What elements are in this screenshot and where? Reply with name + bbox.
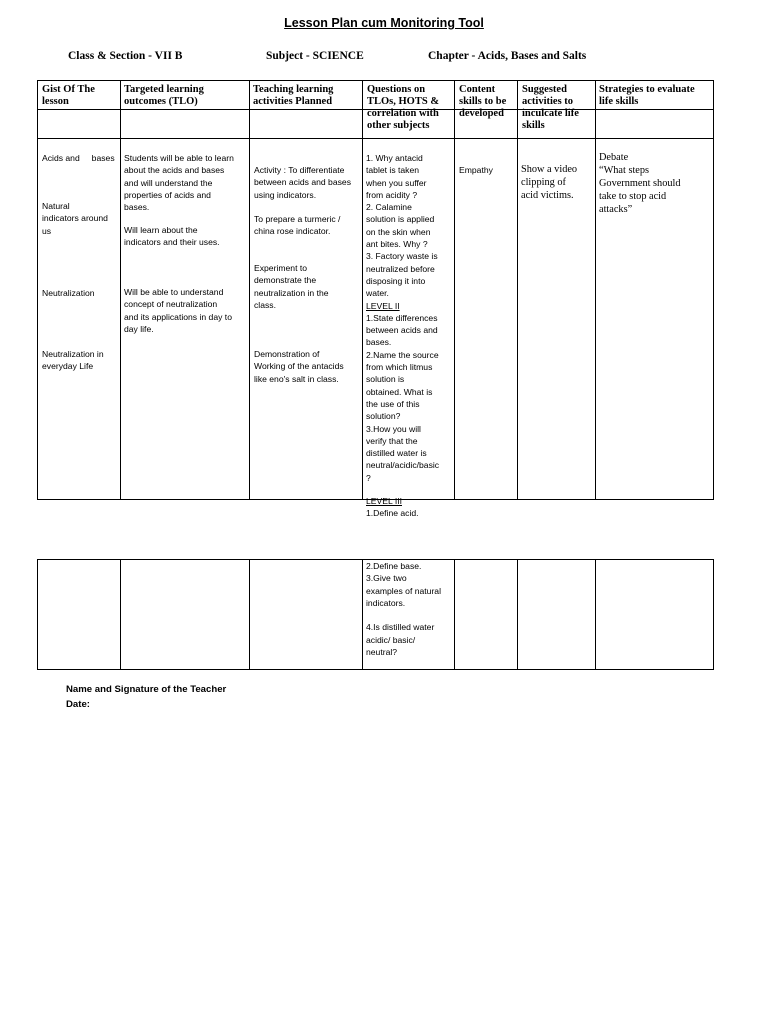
gist-natural-indicators: Natural indicators around us — [42, 201, 108, 236]
header-tlo: Targeted learning outcomes (TLO) — [124, 84, 204, 107]
questions-level-1: 1. Why antacid tablet is taken when you suffer from acidity ? 2. Calamine solution is applied on the skin when ant bites. Why ? 3. Factory waste is neutralized before disposing it into water. — [366, 153, 438, 299]
header-strategies: Strategies to evaluate life skills — [599, 84, 695, 107]
teacher-signature-label: Name and Signature of the Teacher — [66, 684, 227, 695]
header-questions: Questions on TLOs, HOTS & correlation with other subjects — [367, 84, 440, 131]
activity-indicators: Activity : To differentiate between acids and bases using indicators. — [254, 165, 351, 200]
activity-turmeric-indicator: To prepare a turmeric / china rose indicator. — [254, 214, 341, 237]
class-section: Class & Section - VII B — [68, 50, 183, 62]
questions-level-2: 1.State differences between acids and bases. 2.Name the source from which litmus solution is obtained. What is the use of this solution? 3.How you will verify that the distilled water is neutral/acidic/basic ? — [366, 312, 440, 483]
subject: Subject - SCIENCE — [266, 50, 364, 62]
questions-level-3-heading: LEVEL III — [366, 496, 402, 507]
header-content-skills: Content skills to be developed — [459, 84, 507, 119]
gist-neutralization: Neutralization — [42, 288, 95, 298]
tlo-indicators: Will learn about the indicators and their uses. — [124, 225, 220, 248]
header-activities: Teaching learning activities Planned — [253, 84, 334, 107]
questions-continued: 2.Define base. 3.Give two examples of natural indicators. 4.Is distilled water acidic/ basic/ neutral? — [366, 561, 441, 658]
gist-acids-bases: Acids and bases — [42, 153, 115, 163]
lesson-plan-table — [37, 80, 714, 519]
header-suggested-activities: Suggested activities to inculcate life skills — [522, 84, 579, 131]
lesson-plan-table-continued — [37, 559, 714, 670]
tlo-neutralization: Will be able to understand concept of neutralization and its applications in day to day life. — [124, 287, 232, 334]
questions-level-3: 1.Define acid. — [366, 508, 419, 519]
tlo-acids-bases: Students will be able to learn about the acids and bases and will understand the properties of acids and bases. — [124, 153, 234, 213]
activity-antacid-demo: Demonstration of Working of the antacids like eno's salt in class. — [254, 349, 344, 384]
header-gist: Gist Of The lesson — [42, 84, 95, 107]
questions-cell — [366, 152, 454, 520]
gist-neutralization-everyday: Neutralization in everyday Life — [42, 349, 104, 372]
strategy-debate: Debate “What steps Government should take to stop acid attacks” — [599, 152, 681, 215]
document-title: Lesson Plan cum Monitoring Tool — [284, 16, 484, 30]
date-label: Date: — [66, 699, 90, 710]
content-skill-empathy: Empathy — [459, 165, 493, 175]
chapter: Chapter - Acids, Bases and Salts — [428, 50, 587, 62]
questions-level-2-heading: LEVEL II — [366, 300, 400, 311]
activity-neutralization-experiment: Experiment to demonstrate the neutralization in the class. — [254, 263, 329, 310]
suggested-activity-video: Show a video clipping of acid victims. — [521, 164, 578, 201]
